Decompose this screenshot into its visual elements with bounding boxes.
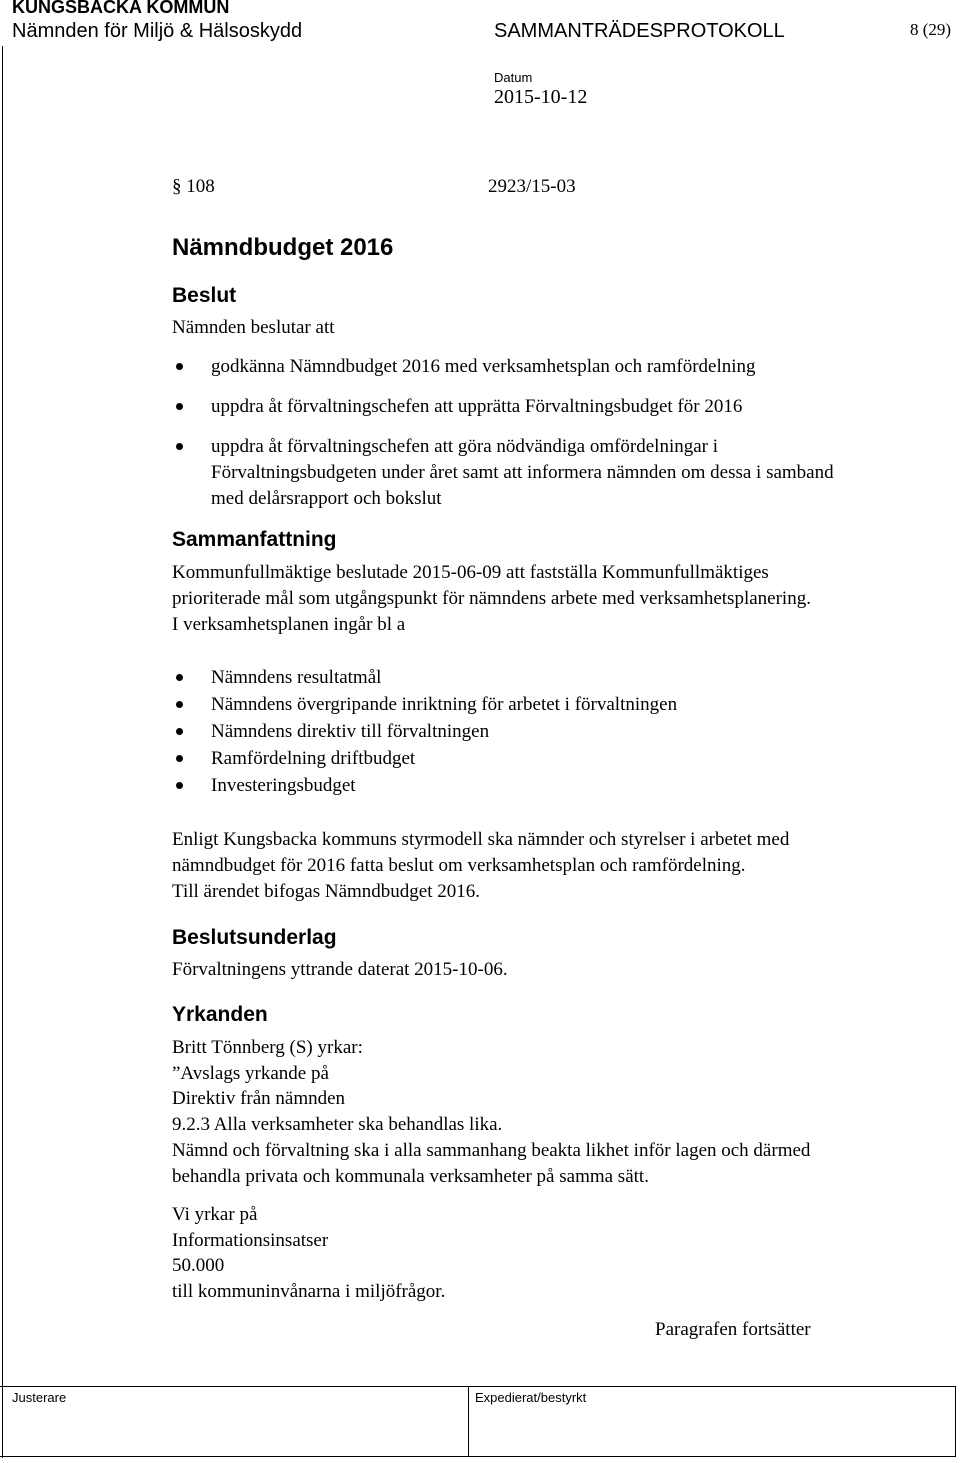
page-number: 8 (29) [910, 20, 952, 39]
board-name: Nämnden för Miljö & Hälsoskydd [12, 20, 303, 42]
proposal-line: 9.2.3 Alla verksamheter ska behandlas lika. [172, 1114, 503, 1135]
list-item: Nämndens övergripande inriktning för arbetet i förvaltningen [172, 692, 872, 718]
list-item: uppdra åt förvaltningschefen att göra nödvändiga omfördelningar i Förvaltningsbudgeten under året samt att informera nämnden om dessa i samband med delårsrapport och bokslut [172, 434, 871, 512]
footer-divider [2, 1386, 3, 1456]
summary-line: I verksamhetsplanen ingår bl a [172, 614, 406, 635]
proposal-line: Direktiv från nämnden [172, 1088, 346, 1109]
meeting-date: 2015-10-12 [494, 86, 588, 108]
proposal-line: 50.000 [172, 1255, 225, 1276]
footer-divider [955, 1386, 956, 1456]
continues-note: Paragrafen fortsätter [655, 1319, 811, 1340]
list-item: Nämndens direktiv till förvaltningen [172, 719, 872, 745]
plan-contents-list [172, 665, 872, 799]
summary-line: prioriterade mål som utgångspunkt för nämndens arbete med verksamhetsplanering. [172, 588, 811, 609]
list-item: godkänna Nämndbudget 2016 med verksamhetsplan och ramfördelning [172, 354, 872, 380]
proposal-line: Informationsinsatser [172, 1230, 329, 1251]
summary-line: Till ärendet bifogas Nämndbudget 2016. [172, 881, 481, 902]
footer-justerare-label: Justerare [12, 1390, 67, 1405]
section-heading-beslut: Beslut [172, 284, 237, 307]
proposal-line: till kommuninvånarna i miljöfrågor. [172, 1281, 446, 1302]
paragraph-number: § 108 [172, 176, 215, 197]
beslut-intro: Nämnden beslutar att [172, 317, 335, 338]
footer-divider [468, 1386, 469, 1456]
document-type: SAMMANTRÄDESPROTOKOLL [494, 20, 785, 42]
list-item: Ramfördelning driftbudget [172, 746, 872, 772]
proposal-line: Nämnd och förvaltning ska i alla sammanhang beakta likhet inför lagen och därmed [172, 1140, 811, 1161]
list-item: Investeringsbudget [172, 773, 872, 799]
summary-line: Kommunfullmäktige beslutade 2015-06-09 att fastställa Kommunfullmäktiges [172, 562, 769, 583]
beslutsunderlag-text: Förvaltningens yttrande daterat 2015-10-06. [172, 959, 508, 980]
footer-expedierat-label: Expedierat/bestyrkt [475, 1390, 587, 1405]
section-heading-sammanfattning: Sammanfattning [172, 528, 337, 551]
section-heading-yrkanden: Yrkanden [172, 1003, 268, 1026]
list-item: Nämndens resultatmål [172, 665, 872, 691]
organization-name: KUNGSBACKA KOMMUN [12, 0, 230, 17]
footer-bottom-rule [0, 1456, 956, 1457]
summary-line: Enligt Kungsbacka kommuns styrmodell ska nämnder och styrelser i arbetet med [172, 829, 790, 850]
proposal-line: Britt Tönnberg (S) yrkar: [172, 1037, 363, 1058]
date-label: Datum [494, 70, 533, 85]
summary-line: nämndbudget för 2016 fatta beslut om verksamhetsplan och ramfördelning. [172, 855, 746, 876]
section-heading-beslutsunderlag: Beslutsunderlag [172, 926, 337, 949]
proposal-line: ”Avslags yrkande på [172, 1063, 329, 1084]
page-title: Nämndbudget 2016 [172, 234, 394, 261]
list-item: uppdra åt förvaltningschefen att upprätta Förvaltningsbudget för 2016 [172, 394, 872, 420]
proposal-line: behandla privata och kommunala verksamheter på samma sätt. [172, 1166, 649, 1187]
proposal-line: Vi yrkar på [172, 1204, 258, 1225]
left-margin-rule [2, 46, 3, 1458]
case-number: 2923/15-03 [488, 176, 576, 197]
footer-top-rule [0, 1386, 956, 1387]
beslut-list [172, 354, 872, 512]
